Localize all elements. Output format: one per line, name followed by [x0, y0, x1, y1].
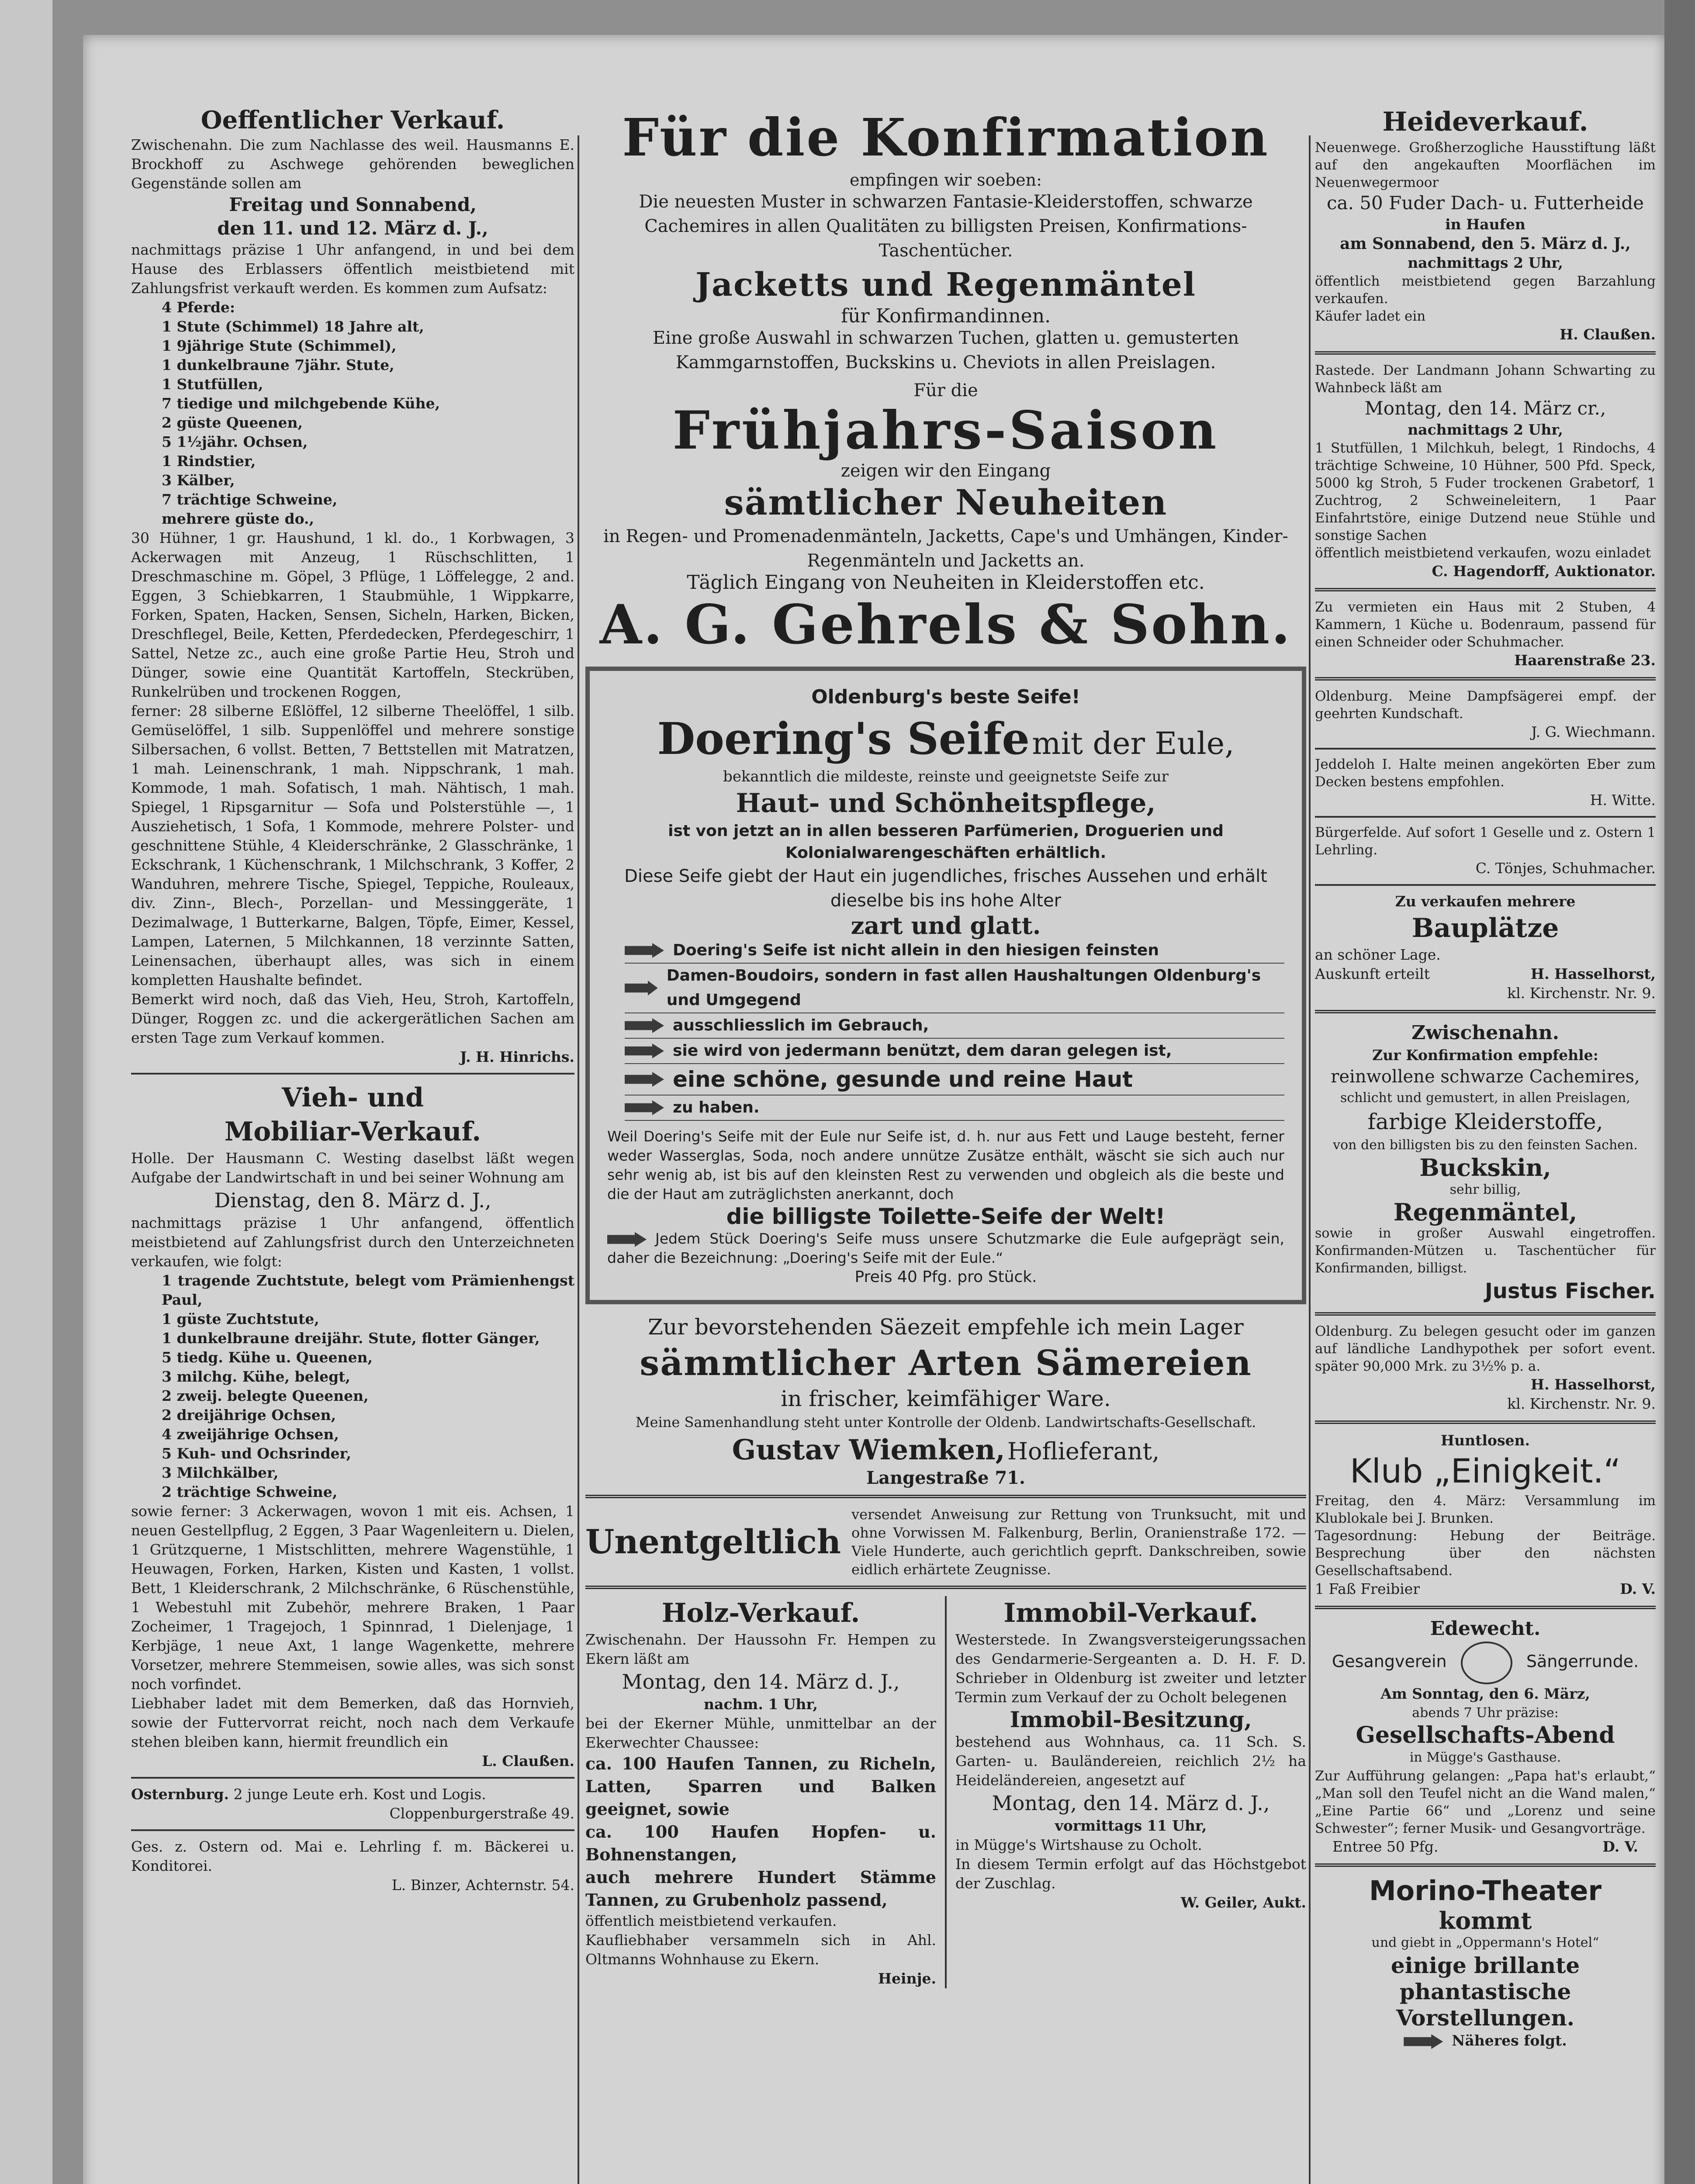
ad-signature: Justus Fischer.	[1484, 1279, 1656, 1303]
column-1	[131, 105, 574, 1895]
ad-date: Montag, den 14. März d. J.,	[992, 1791, 1270, 1815]
ad-date: Montag, den 14. März cr.,	[1364, 397, 1606, 419]
list-item: 3 milchg. Kühe, belegt,	[162, 1368, 350, 1385]
ad-rastede	[1315, 362, 1656, 581]
ad-address: Haarenstraße 23.	[1514, 652, 1656, 669]
divider	[1315, 1010, 1656, 1013]
list-item	[625, 1064, 1284, 1095]
bullet-list	[607, 938, 1284, 1121]
ad-text: ist von jetzt an in allen besseren Parfümerien, Droguerien und Kolonialwarengeschäften erhältlich.	[668, 822, 1224, 862]
ad-text: Freitag, den 4. März: Versammlung im Klublokale bei J. Brunken.	[1315, 1493, 1656, 1526]
ad-text: In diesem Termin erfolgt auf das Höchstgebot der Zuschlag.	[955, 1856, 1306, 1892]
ad-intro: Zwischenahn. Die zum Nachlasse des weil. Hausmanns E. Brockhoff zu Aschwege gehörenden beweglichen Gegenstände sollen am	[131, 136, 574, 192]
bullet-text: eine schöne, gesunde und reine Haut	[673, 1067, 1133, 1092]
ad-signature: C. Tönjes, Schuhmacher.	[1475, 860, 1656, 877]
ad-title: Heideverkauf.	[1382, 107, 1588, 137]
ad-signature: H. Hasselhorst,	[1530, 1376, 1656, 1393]
ad-time: nachm. 1 Uhr,	[703, 1696, 818, 1713]
ad-lehrling	[131, 1837, 574, 1895]
list-item: ca. 100 Haufen Hopfen- u. Bohnenstangen,	[585, 1822, 936, 1864]
ad-date: Am Sonntag, den 6. März,	[1380, 1685, 1590, 1702]
ad-text: Rastede. Der Landmann Johann Schwarting zu Wahnbeck läßt am	[1315, 363, 1656, 396]
ad-eber	[1315, 756, 1656, 810]
list-item	[625, 938, 1284, 964]
divider	[1315, 1606, 1656, 1609]
divider	[585, 1586, 1306, 1589]
firm-name: Gustav Wiemken,	[732, 1434, 1005, 1466]
ad-heading: farbige Kleiderstoffe,	[1367, 1109, 1603, 1134]
list-item: 1 9jährige Stute (Schimmel),	[162, 337, 397, 354]
ad-intro: Holle. Der Hausmann C. Westing daselbst läßt wegen Aufgabe der Landwirtschaft in und bei seiner Wohnung am	[131, 1150, 574, 1186]
ad-text: öffentlich meistbietend gegen Barzahlung verkaufen.	[1315, 273, 1656, 307]
list-item: 1 Stutfüllen,	[162, 376, 263, 393]
ad-heading: Gesellschafts-Abend	[1356, 1722, 1615, 1749]
ad-price: Preis 40 Pfg. pro Stück.	[854, 1268, 1037, 1286]
pointing-hand-icon	[625, 943, 664, 958]
ad-title: Mobiliar-Verkauf.	[224, 1116, 481, 1147]
ad-text: öffentlich meistbietend verkaufen.	[585, 1912, 837, 1929]
ad-title: Zwischenahn.	[1411, 1022, 1560, 1044]
pointing-hand-icon	[625, 1018, 664, 1033]
ad-signature: W. Geiler, Aukt.	[1180, 1894, 1306, 1911]
ad-time: nachmittags 2 Uhr,	[1408, 254, 1563, 271]
ad-intro: Zwischenahn. Der Haussohn Fr. Hempen zu Ekern läßt am	[585, 1631, 936, 1667]
ad-text: öffentlich meistbietend verkaufen, wozu einladet	[1315, 545, 1651, 561]
ad-body: 30 Hühner, 1 gr. Haushund, 1 kl. do., 1 Korbwagen, 3 Ackerwagen mit Anzeug, 1 Rüschschlitten, 1 Dreschmaschine m. Göpel, 3 Pflüge, 1 Löffelegge, 2 and. Eggen, 3 Schiebkarren, 1 Staubmühle, 1 Wippkarre, Forken, Spaten, Hacken, Sensen, Sicheln, Harken, Bicken, Dreschflegel, Beile, Ketten, Pferdedecken, Pferdegeschirr, 1 Sattel, Netze zc., auch eine große Partie Heu, Stroh und Dünger, sowie eine Quantität Kartoffeln, Steckrüben, Runkelrüben und trockenen Roggen,	[131, 529, 574, 700]
ad-sub: Zur Konfirmation empfehle:	[1372, 1047, 1598, 1064]
item-list	[131, 1271, 574, 1502]
list-item: 4 Pferde:	[162, 299, 235, 316]
ad-heading: Morino-Theater	[1369, 1875, 1602, 1907]
column-2	[585, 105, 1306, 1988]
ad-text: Näheres folgt.	[1452, 2032, 1567, 2049]
ad-text: 1 Stutfüllen, 1 Milchkuh, belegt, 1 Rindochs, 4 trächtige Schweine, 10 Hühner, 500 Pfd. Speck, 5000 kg Stroh, 5 Fuder trockenen Grabetorf, 1 Zuchtrog, 2 Schweineleitern, 1 Paar Einfahrtstöre, einige Dutzend neue Stühle und sonstige Sachen	[1315, 440, 1656, 543]
ad-signature: D. V.	[1620, 1580, 1656, 1597]
ad-signature-row	[1315, 1579, 1656, 1599]
ad-edewecht	[1315, 1616, 1656, 1856]
ad-heading: reinwollene schwarze Cachemires,	[1331, 1067, 1640, 1087]
ad-date: Montag, den 14. März d. J.,	[622, 1670, 900, 1693]
list-item: 1 dunkelbraune dreijähr. Stute, flotter Gänger,	[162, 1330, 540, 1347]
ad-sub: kommt	[1439, 1907, 1532, 1935]
ad-text: Zu vermieten ein Haus mit 2 Stuben, 4 Kammern, 1 Küche u. Bodenraum, passend für einen Schneider oder Schuhmacher.	[1315, 599, 1656, 650]
bullet-text: sie wird von jedermann benützt, dem daran gelegen ist,	[673, 1042, 1172, 1060]
ad-heading: sämmtlicher Arten Sämereien	[640, 1342, 1252, 1383]
list-item: 5 Kuh- und Ochsrinder,	[162, 1445, 351, 1462]
ad-text: Oldenburg. Meine Dampfsägerei empf. der geehrten Kundschaft.	[1315, 688, 1656, 722]
ad-text: zeigen wir den Eingang	[841, 461, 1051, 481]
ad-signature: D. V.	[1602, 1838, 1638, 1855]
divider	[1315, 884, 1656, 886]
scan-left-margin	[0, 0, 52, 2184]
ad-time: nachmittags 2 Uhr,	[1408, 421, 1563, 438]
ad-title: Vieh- und	[281, 1082, 424, 1113]
divider	[1315, 351, 1656, 355]
ad-text: Jeddeloh I. Halte meinen angekörten Eber zum Decken bestens empfohlen.	[1315, 757, 1656, 790]
firm-name: A. G. Gehrels & Sohn.	[599, 593, 1292, 657]
ad-text	[607, 1229, 1284, 1268]
ad-signature: H. Claußen.	[1560, 326, 1656, 343]
ad-text: Meine Samenhandlung steht unter Kontrolle der Oldenb. Landwirtschafts-Gesellschaft.	[635, 1414, 1256, 1431]
ad-heading: Regenmäntel,	[1393, 1198, 1577, 1226]
bullet-text: ausschliesslich im Gebrauch,	[673, 1016, 929, 1034]
item-list	[131, 298, 574, 529]
ad-title: Holz-Verkauf.	[661, 1598, 860, 1628]
ad-heading: zart und glatt.	[851, 912, 1041, 940]
firm-title: Hoflieferant,	[1007, 1438, 1160, 1465]
ad-heading: Haut- und Schönheitspflege,	[736, 788, 1156, 819]
ad-oeffentlicher-verkauf	[131, 105, 574, 1067]
ad-heading: Unentgeltlich	[585, 1522, 841, 1561]
ad-title: Für die Konfirmation	[622, 107, 1270, 168]
ad-signature-row	[1315, 1837, 1656, 1856]
divider	[1315, 1312, 1656, 1316]
list-item: 7 trächtige Schweine,	[162, 491, 338, 508]
ad-text: Neuenwege. Großherzogliche Hausstiftung läßt auf den angekauften Moorflächen im Neuenwegermoor	[1315, 140, 1656, 190]
ad-signature-row	[1315, 964, 1656, 984]
ad-heading: einige brillante phantastische Vorstellungen.	[1391, 1952, 1580, 2031]
pointing-hand-icon	[625, 1100, 664, 1115]
ad-body: ferner: 28 silberne Eßlöffel, 12 silberne Theelöffel, 1 silb. Gemüselöffel, 1 silb. Suppenlöffel und mehrere sonstige Silbersachen, 6 vollst. Betten, 7 Bettstellen mit Matratzen, 1 mah. Leinenschrank, 1 mah. Nippschrank, 1 mah. Kommode, 1 mah. Sofatisch, 1 mah. Nähtisch, 1 mah. Spiegel, 1 Ripsgarnitur — Sofa und Polsterstühle —, 1 Ausziehetisch, 1 Sofa, 1 Kommode, mehrere Polster- und geschnittene Stühle, 4 Kleiderschränke, 2 Glasschränke, 1 Eckschrank, 1 Küchenschrank, 1 Milchschrank, 3 Koffer, 2 Wanduhren, mehrere Tische, Spiegel, Teppiche, Rouleaux, div. Zinn-, Blech-, Porzellan- und Messinggeräte, 1 Dezimalwage, 1 Butterkarne, Balgen, Töpfe, Eimer, Kessel, Lampen, Laternen, 5 Milchkannen, 18 verzinnte Satten, Leinensachen, überhaupt alles, was sich in einem kompletten Haushalte befindet.	[131, 702, 574, 988]
list-item: 2 güste Queenen,	[162, 414, 303, 431]
ad-date: Dienstag, den 8. März d. J.,	[214, 1189, 491, 1212]
ad-text: Für die	[913, 380, 978, 401]
ad-text: in Mügge's Wirtshause zu Ocholt.	[955, 1836, 1202, 1853]
ad-text: bei der Ekerner Mühle, unmittelbar an der Ekerwechter Chaussee:	[585, 1715, 936, 1751]
ad-vieh-verkauf	[131, 1081, 574, 1771]
column-rule-2	[1309, 135, 1311, 2184]
ad-top: Zu verkaufen mehrere	[1395, 893, 1576, 910]
ad-text: bestehend aus Wohnhaus, ca. 11 Sch. S. Garten- u. Bauländereien, reichlich 2½ ha Heideländereien, angesetzt auf	[955, 1733, 1306, 1789]
ad-time: abends 7 Uhr präzise:	[1412, 1705, 1559, 1721]
ad-heading: ca. 50 Fuder Dach- u. Futterheide	[1327, 192, 1644, 214]
ad-top: Edewecht.	[1430, 1617, 1541, 1640]
pointing-hand-icon	[625, 981, 658, 995]
pointing-hand-icon	[625, 1044, 664, 1058]
ad-text: Bürgerfelde. Auf sofort 1 Geselle und z. Ostern 1 Lehrling.	[1315, 825, 1656, 858]
ad-title: Immobil-Verkauf.	[1003, 1598, 1258, 1628]
divider	[1315, 677, 1656, 681]
ad-unentgeltlich	[585, 1505, 1306, 1579]
ad-text: Tagesordnung: Hebung der Beiträge. Besprechung über den nächsten Gesellschaftsabend.	[1315, 1528, 1656, 1579]
ad-text: in Haufen	[1445, 216, 1526, 233]
list-item	[625, 964, 1284, 1013]
divider	[1315, 748, 1656, 750]
ad-hypothek	[1315, 1323, 1656, 1413]
list-item: 1 dunkelbraune 7jähr. Stute,	[162, 356, 394, 373]
ad-text: sowie in großer Auswahl eingetroffen. Konfirmanden-Mützen u. Taschentücher für Konfirmanden, billigst.	[1315, 1226, 1656, 1276]
ad-price: Entree 50 Pfg.	[1332, 1838, 1439, 1855]
list-item: mehrere güste do.,	[162, 510, 315, 527]
ad-sub: für Konfirmandinnen.	[841, 305, 1051, 327]
column-3	[1315, 105, 1656, 2050]
lyre-emblem-icon	[1461, 1641, 1512, 1684]
ad-morino-theater	[1315, 1874, 1656, 2050]
ad-signature: J. H. Hinrichs.	[460, 1048, 574, 1065]
ad-heading: Klub „Einigkeit.“	[1349, 1451, 1621, 1490]
divider	[1315, 1863, 1656, 1867]
ad-title: Oeffentlicher Verkauf.	[201, 106, 505, 135]
ad-body: Bemerkt wird noch, daß das Vieh, Heu, Stroh, Kartoffeln, Dünger, Roggen zc. und die ackergerätlichen Sachen am ersten Tage zum Verkauf kommen.	[131, 991, 574, 1046]
ad-signature: L. Binzer, Achternstr. 54.	[391, 1876, 574, 1894]
ad-heideverkauf	[1315, 105, 1656, 344]
pointing-hand-icon	[607, 1232, 647, 1247]
list-item: 4 zweijährige Ochsen,	[162, 1426, 339, 1443]
brand-suffix: mit der Eule,	[1032, 726, 1235, 761]
ad-sub: empfingen wir soeben:	[850, 170, 1042, 190]
ad-body: nachmittags präzise 1 Uhr anfangend, in und bei dem Hause des Erblassers öffentlich meistbietend mit Zahlungsfrist verkauft werden. Es kommen zum Aufsatz:	[131, 241, 574, 297]
ad-text: Zur bevorstehenden Säezeit empfehle ich mein Lager	[648, 1314, 1244, 1340]
list-item	[625, 1039, 1284, 1064]
list-item: auch mehrere Hundert Stämme Tannen, zu Grubenholz passend,	[585, 1867, 936, 1910]
scan-right-margin	[1664, 0, 1695, 2184]
ad-address: kl. Kirchenstr. Nr. 9.	[1507, 1395, 1656, 1412]
ad-top: Huntlosen.	[1440, 1432, 1530, 1449]
ad-address: kl. Kirchenstr. Nr. 9.	[1507, 985, 1656, 1002]
club-name: Gesangverein	[1332, 1652, 1447, 1671]
ad-text: Auskunft erteilt	[1315, 965, 1430, 982]
ad-time: vormittags 11 Uhr,	[1055, 1817, 1207, 1834]
ad-text: Oldenburg. Zu belegen gesucht oder im ganzen auf ländliche Landhypothek per sofort event. später 90,000 Mrk. zu 3½% p. a.	[1315, 1324, 1656, 1374]
ad-signature: Heinje.	[878, 1970, 936, 1987]
ad-footer-note	[1315, 2031, 1656, 2050]
club-name: Sängerrunde.	[1526, 1652, 1639, 1671]
ad-text: von den billigsten bis zu den feinsten Sachen.	[1333, 1137, 1638, 1153]
ad-text: sehr billig,	[1449, 1182, 1521, 1197]
list-item: 2 zweij. belegte Queenen,	[162, 1387, 369, 1404]
ad-body: nachmittags präzise 1 Uhr anfangend, öffentlich meistbietend auf Zahlungsfrist durch den Unterzeichneten verkaufen, wie folgt:	[131, 1214, 574, 1270]
list-item: 2 trächtige Schweine,	[162, 1483, 338, 1500]
ad-top: Oldenburg's beste Seife!	[811, 686, 1080, 708]
ad-text: bekanntlich die mildeste, reinste und geeignetste Seife zur	[723, 768, 1169, 785]
ad-heading: Buckskin,	[1419, 1154, 1551, 1182]
divider	[131, 1829, 574, 1831]
divider	[131, 1073, 574, 1075]
ad-location: in Mügge's Gasthause.	[1409, 1750, 1561, 1765]
ad-text: in Regen- und Promenadenmänteln, Jacketts, Cape's und Umhängen, Kinder-Regenmänteln und Jacketts an.	[603, 526, 1288, 571]
list-item: 3 Milchkälber,	[162, 1464, 279, 1481]
ad-signature: L. Claußen.	[482, 1752, 574, 1769]
list-item: ca. 100 Haufen Tannen, zu Richeln, Latten, Sparren und Balken geeignet, sowie	[585, 1754, 936, 1819]
ad-text: Weil Doering's Seife mit der Eule nur Seife ist, d. h. nur aus Fett und Lauge besteht, ferner weder Wasserglas, Soda, noch andere unnütze Zusätze enthält, wäscht sie sich auch nur sehr wenig ab, ist bis auf den kleinsten Rest zu verwenden und obgleich als die beste und die der Haut am zuträglichsten anerkannt, doch	[607, 1128, 1284, 1203]
pointing-hand-icon	[625, 1072, 664, 1087]
ad-text: Ges. z. Ostern od. Mai e. Lehrling f. m. Bäckerei u. Konditorei.	[131, 1838, 574, 1874]
ad-vermieten	[1315, 598, 1656, 670]
ad-signature: C. Hagendorff, Auktionator.	[1432, 563, 1656, 580]
list-item	[625, 1095, 1284, 1121]
ad-text: Die neuesten Muster in schwarzen Fantasie-Kleiderstoffen, schwarze Cachemires in allen Qualitäten zu billigsten Preisen, Konfirmations-Taschentücher.	[639, 192, 1253, 261]
ad-heading: die billigste Toilette-Seife der Welt!	[726, 1204, 1166, 1229]
ad-signature: J. G. Wiechmann.	[1531, 723, 1656, 740]
ad-text: Käufer ladet ein	[1315, 308, 1426, 324]
ad-holz-verkauf	[585, 1596, 936, 1988]
ad-text: Täglich Eingang von Neuheiten in Kleiderstoffen etc.	[687, 571, 1205, 594]
divider	[585, 1495, 1306, 1498]
list-item: 2 dreijährige Ochsen,	[162, 1406, 336, 1424]
ad-date: Freitag und Sonnabend,	[229, 194, 477, 215]
ad-signature: H. Hasselhorst,	[1530, 965, 1656, 982]
column-rule-1	[578, 135, 579, 2184]
ad-place: Osternburg.	[131, 1786, 229, 1803]
list-item: 1 güste Zuchtstute,	[162, 1310, 319, 1327]
ad-text: und giebt in „Oppermann's Hotel“	[1371, 1935, 1599, 1950]
list-item: 5 1½jähr. Ochsen,	[162, 433, 308, 450]
ad-address: Langestraße 71.	[866, 1468, 1025, 1488]
ad-text: Zur Aufführung gelangen: „Papa hat's erlaubt,“ „Man soll den Teufel nicht an die Wand malen,“ „Eine Partie 66“ und „Lorenz und seine Schwester“; ferner Musik- und Gesangvorträge.	[1315, 1768, 1656, 1836]
ad-doering-seife	[585, 667, 1306, 1304]
divider	[1315, 588, 1656, 591]
ad-klub-einigkeit	[1315, 1431, 1656, 1599]
ad-saemereien	[585, 1313, 1306, 1488]
list-item: 1 Stute (Schimmel) 18 Jahre alt,	[162, 318, 424, 335]
ad-text: Diese Seife giebt der Haut ein jugendliches, frisches Aussehen und erhält dieselbe bis ins hohe Alter	[624, 866, 1267, 911]
ad-heading: Jacketts und Regenmäntel	[695, 266, 1196, 304]
ad-text: Kaufliebhaber versammeln sich in Ahl. Oltmanns Wohnhause zu Ekern.	[585, 1932, 936, 1968]
ad-split-row	[585, 1596, 1306, 1988]
ad-text: 2 junge Leute erh. Kost und Logis.	[233, 1786, 486, 1803]
bullet-text: Damen-Boudoirs, sondern in fast allen Haushaltungen Oldenburg's und Umgegend	[666, 967, 1261, 1009]
ad-kost-logis	[131, 1785, 574, 1823]
ad-address: Cloppenburgerstraße 49.	[389, 1805, 574, 1822]
list-item: 1 Rindstier,	[162, 453, 256, 470]
list-item	[625, 1013, 1284, 1039]
divider	[1315, 1420, 1656, 1424]
ad-heading: Frühjahrs-Saison	[672, 400, 1219, 461]
ad-text-inner: Jedem Stück Doering's Seife muss unsere Schutzmarke die Eule aufgeprägt sein, daher die Bezeichnung: „Doering's Seife mit der Eule.“	[607, 1230, 1284, 1266]
ad-immobil-verkauf	[945, 1596, 1306, 1988]
divider	[1315, 816, 1656, 818]
ad-date: am Sonnabend, den 5. März d. J.,	[1340, 235, 1631, 253]
list-item: 1 tragende Zuchtstute, belegt vom Prämienhengst Paul,	[162, 1272, 574, 1308]
pointing-hand-icon	[1404, 2034, 1443, 2049]
ad-bauplaetze	[1315, 892, 1656, 1003]
ad-date: den 11. und 12. März d. J.,	[217, 218, 488, 239]
ad-heading: Immobil-Besitzung,	[1010, 1707, 1252, 1732]
ad-signature: H. Witte.	[1590, 791, 1656, 809]
ad-heading: sämtlicher Neuheiten	[724, 482, 1168, 523]
bullet-text: Doering's Seife ist nicht allein in den hiesigen feinsten	[673, 941, 1159, 959]
ad-text: Eine große Auswahl in schwarzen Tuchen, glatten u. gemusterten Kammgarnstoffen, Buckskins u. Cheviots in allen Preislagen.	[652, 328, 1239, 373]
ad-body: sowie ferner: 3 Ackerwagen, wovon 1 mit eis. Achsen, 1 neuen Gestellpflug, 2 Eggen, 3 Paar Wagenleitern u. Dielen, 1 Grützquerne, 1 Mistschlitten, mehrere Wagenstühle, 1 Heuwagen, Forken, Harken, Kisten und Kasten, 1 vollst. Bett, 1 Kleiderschrank, 2 Milchschränke, 6 Rüschenstühle, 1 Webestuhl mit Zubehör, mehrere Braken, 1 Paar Zocheimer, 1 Tragejoch, 1 Spinnrad, 1 Dielenjage, 1 Kerbjäge, 1 neue Axt, 1 lange Wagenkette, mehrere Vorsetzer, mehrere Stemmeisen, sowie alles, was sich sonst noch vorfindet.	[131, 1503, 574, 1693]
list-item: 7 tiedige und milchgebende Kühe,	[162, 395, 440, 412]
ad-dampfsaegerei	[1315, 688, 1656, 742]
list-item: 3 Kälber,	[162, 472, 235, 489]
ad-geselle	[1315, 824, 1656, 878]
ad-text: versendet Anweisung zur Rettung von Trunksucht, mit und ohne Vorwissen M. Falkenburg, Berlin, Oranienstraße 172. — Viele Hunderte, auch gerichtlich geprft. Dankschreiben, sowie eidlich erhärtete Zeugnisse.	[851, 1506, 1306, 1578]
ad-konfirmation	[585, 105, 1306, 658]
ad-text: Westerstede. In Zwangsversteigerungssachen des Gendarmerie-Sergeanten a. D. H. F. D. Schrieber in Oldenburg ist zweiter und letzter Termin zum Verkauf der zu Ocholt belegenen	[955, 1631, 1306, 1706]
bullet-text: zu haben.	[673, 1099, 760, 1116]
ad-zwischenahn-konfirmation	[1315, 1020, 1656, 1305]
divider	[131, 1777, 574, 1779]
brand-name: Doering's Seife	[657, 713, 1030, 764]
ad-text: 1 Faß Freibier	[1315, 1580, 1420, 1597]
list-item: 5 tiedg. Kühe u. Queenen,	[162, 1349, 373, 1366]
ad-body: Liebhaber ladet mit dem Bemerken, daß das Hornvieh, sowie der Futtervorrat reicht, noch nach dem Verkaufe stehen bleiben kann, hiermit freundlich ein	[131, 1695, 574, 1750]
ad-text: an schöner Lage.	[1315, 946, 1441, 963]
ad-text: in frischer, keimfähiger Ware.	[781, 1386, 1111, 1411]
ad-heading: Bauplätze	[1411, 913, 1559, 943]
ad-text: schlicht und gemustert, in allen Preislagen,	[1340, 1090, 1630, 1106]
